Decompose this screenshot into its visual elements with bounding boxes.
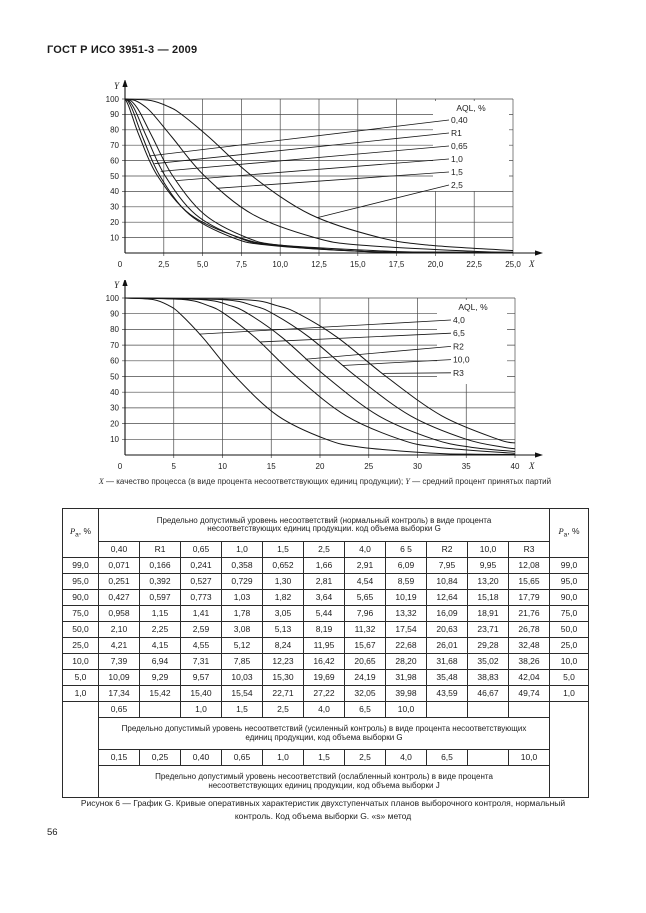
limit-value: 4,54 bbox=[345, 574, 386, 590]
legend-label: 6,5 bbox=[453, 328, 465, 339]
tightened-value: 1,5 bbox=[304, 750, 345, 766]
limit-value: 38,83 bbox=[468, 670, 509, 686]
limit-value: 4,15 bbox=[140, 638, 181, 654]
limit-value: 15,54 bbox=[222, 686, 263, 702]
limit-value: 0,527 bbox=[181, 574, 222, 590]
limit-value: 2,81 bbox=[304, 574, 345, 590]
table-row bbox=[63, 606, 589, 622]
limit-value: 17,34 bbox=[99, 686, 140, 702]
page-number: 56 bbox=[47, 827, 58, 838]
table-row bbox=[63, 686, 589, 702]
limit-value: 7,95 bbox=[427, 558, 468, 574]
tightened-value: 0,15 bbox=[99, 750, 140, 766]
limit-value: 31,98 bbox=[386, 670, 427, 686]
x-tick-label: 5 bbox=[171, 462, 176, 471]
y-axis-description: — средний процент принятых партий bbox=[409, 477, 552, 486]
x-axis-description: — качество процесса (в виде процента несоответствующих единиц продукции); bbox=[103, 477, 406, 486]
tightened-value: 6,5 bbox=[427, 750, 468, 766]
limit-value: 46,67 bbox=[468, 686, 509, 702]
limit-value: 15,42 bbox=[140, 686, 181, 702]
limit-value: 0,958 bbox=[99, 606, 140, 622]
x-tick-label: 12,5 bbox=[311, 260, 327, 269]
tightened-value: 0,65 bbox=[222, 750, 263, 766]
y-tick-label: 90 bbox=[110, 110, 119, 120]
limit-value: 35,02 bbox=[468, 654, 509, 670]
pa-value: 10,0 bbox=[550, 654, 589, 670]
legend-label: R1 bbox=[451, 128, 462, 138]
y-tick-label: 20 bbox=[110, 218, 119, 227]
table-row bbox=[63, 574, 589, 590]
pa-value: 10,0 bbox=[63, 654, 99, 670]
limit-value: 15,40 bbox=[181, 686, 222, 702]
limit-value: 4,55 bbox=[181, 638, 222, 654]
table-row bbox=[63, 654, 589, 670]
limit-value: 24,19 bbox=[345, 670, 386, 686]
limit-value: 9,57 bbox=[181, 670, 222, 686]
table-row bbox=[63, 766, 589, 798]
x-tick-label: 15 bbox=[266, 462, 276, 471]
pa-column-header: $P_a$, % bbox=[550, 509, 589, 558]
limit-value: 27,22 bbox=[304, 686, 345, 702]
limit-value: 31,68 bbox=[427, 654, 468, 670]
oc-chart-low-aql bbox=[85, 80, 555, 285]
limit-value: 4,21 bbox=[99, 638, 140, 654]
x-tick-label: 17,5 bbox=[388, 260, 405, 269]
limit-value: 7,85 bbox=[222, 654, 263, 670]
y-axis-letter: Y bbox=[113, 81, 119, 91]
limit-value: 38,26 bbox=[509, 654, 550, 670]
oc-chart-high-aql bbox=[85, 280, 555, 494]
x-axis-letter: X bbox=[98, 477, 104, 486]
reduced-control-header: Предельно допустимый уровень несоответствий (ослабленный контроль) в виде процента несоответствующих единиц продукции, код объема выборки J bbox=[99, 766, 550, 798]
y-tick-label: 60 bbox=[110, 356, 119, 366]
x-tick-label: 2,5 bbox=[158, 260, 170, 269]
limit-value: 3,05 bbox=[263, 606, 304, 622]
table-row bbox=[63, 670, 589, 686]
limit-value: 18,91 bbox=[468, 606, 509, 622]
limit-value: 1,66 bbox=[304, 558, 345, 574]
axis-legend-caption bbox=[58, 476, 592, 488]
limit-value: 7,39 bbox=[99, 654, 140, 670]
x-tick-label: 10,0 bbox=[272, 260, 288, 269]
limit-value: 0,241 bbox=[181, 558, 222, 574]
limit-value: 22,71 bbox=[263, 686, 304, 702]
limit-value: 13,32 bbox=[386, 606, 427, 622]
reduced-s-value: 2,5 bbox=[263, 702, 304, 718]
aql-code-header: R1 bbox=[140, 542, 181, 558]
y-tick-label: 40 bbox=[110, 187, 119, 197]
table-row bbox=[63, 718, 589, 750]
y-tick-label: 20 bbox=[110, 419, 119, 429]
reduced-s-value bbox=[468, 702, 509, 718]
limit-value: 10,03 bbox=[222, 670, 263, 686]
limit-value: 8,19 bbox=[304, 622, 345, 638]
reduced-s-value bbox=[140, 702, 181, 718]
pa-value: 90,0 bbox=[550, 590, 589, 606]
limit-value: 42,04 bbox=[509, 670, 550, 686]
y-axis-arrow-icon bbox=[122, 80, 127, 87]
limit-value: 0,729 bbox=[222, 574, 263, 590]
x-axis-arrow-icon bbox=[535, 452, 543, 457]
limit-value: 8,59 bbox=[386, 574, 427, 590]
normal-control-header: Предельно допустимый уровень несоответствий (нормальный контроль) в виде процента несоответствующих единиц продукции. код объема выборки G bbox=[99, 509, 550, 542]
tightened-value bbox=[468, 750, 509, 766]
legend-box bbox=[433, 101, 509, 191]
aql-code-header: R3 bbox=[509, 542, 550, 558]
limit-value: 3,08 bbox=[222, 622, 263, 638]
pa-column-header: $P_a$, % bbox=[63, 509, 99, 558]
aql-code-header: 4,0 bbox=[345, 542, 386, 558]
limit-value: 7,96 bbox=[345, 606, 386, 622]
limit-value: 12,08 bbox=[509, 558, 550, 574]
table-row bbox=[63, 750, 589, 766]
limit-value: 15,18 bbox=[468, 590, 509, 606]
x-tick-label: 25 bbox=[364, 462, 374, 471]
pa-value: 5,0 bbox=[550, 670, 589, 686]
legend-title: AQL, % bbox=[458, 302, 488, 312]
x-tick-label: 7,5 bbox=[235, 260, 247, 269]
pa-value: 25,0 bbox=[550, 638, 589, 654]
tightened-value: 0,40 bbox=[181, 750, 222, 766]
y-tick-label: 60 bbox=[110, 156, 119, 166]
limit-value: 0,597 bbox=[140, 590, 181, 606]
limit-value: 9,29 bbox=[140, 670, 181, 686]
pa-value: 50,0 bbox=[550, 622, 589, 638]
y-tick-label: 70 bbox=[110, 141, 119, 150]
tightened-value: 1,0 bbox=[263, 750, 304, 766]
pa-value: 1,0 bbox=[550, 686, 589, 702]
limit-value: 20,65 bbox=[345, 654, 386, 670]
limit-value: 10,19 bbox=[386, 590, 427, 606]
pa-value: 1,0 bbox=[63, 686, 99, 702]
aql-code-header: 2,5 bbox=[304, 542, 345, 558]
x-axis-letter: X bbox=[529, 461, 535, 471]
limit-value: 1,78 bbox=[222, 606, 263, 622]
leader-line bbox=[176, 159, 449, 181]
x-tick-label: 20,0 bbox=[427, 260, 444, 269]
y-tick-label: 80 bbox=[110, 125, 119, 135]
y-tick-label: 90 bbox=[110, 309, 119, 319]
y-tick-label: 10 bbox=[110, 233, 119, 243]
legend-label: 2,5 bbox=[451, 180, 463, 190]
limit-value: 11,32 bbox=[345, 622, 386, 638]
limit-value: 1,41 bbox=[181, 606, 222, 622]
y-tick-label: 30 bbox=[110, 403, 119, 413]
table-row bbox=[63, 590, 589, 606]
limit-value: 0,166 bbox=[140, 558, 181, 574]
tightened-value: 0,25 bbox=[140, 750, 181, 766]
limit-value: 23,71 bbox=[468, 622, 509, 638]
aql-code-header: 0,40 bbox=[99, 542, 140, 558]
limit-value: 16,09 bbox=[427, 606, 468, 622]
legend-label: R3 bbox=[453, 367, 464, 378]
limit-value: 11,95 bbox=[304, 638, 345, 654]
limit-value: 15,65 bbox=[509, 574, 550, 590]
legend-label: 1,5 bbox=[451, 167, 463, 177]
limit-value: 39,98 bbox=[386, 686, 427, 702]
reduced-s-value bbox=[509, 702, 550, 718]
y-axis-letter: Y bbox=[113, 280, 119, 290]
pa-value: 75,0 bbox=[550, 606, 589, 622]
limit-value: 2,10 bbox=[99, 622, 140, 638]
legend-label: 4,0 bbox=[453, 315, 465, 325]
limit-value: 26,78 bbox=[509, 622, 550, 638]
limit-value: 17,54 bbox=[386, 622, 427, 638]
limit-value: 12,64 bbox=[427, 590, 468, 606]
reduced-s-value bbox=[427, 702, 468, 718]
legend-title: AQL, % bbox=[456, 103, 486, 113]
limit-value: 6,94 bbox=[140, 654, 181, 670]
y-tick-label: 80 bbox=[110, 325, 119, 335]
y-tick-label: 70 bbox=[110, 340, 119, 350]
aql-code-header: 10,0 bbox=[468, 542, 509, 558]
pa-value: 75,0 bbox=[63, 606, 99, 622]
limit-value: 0,773 bbox=[181, 590, 222, 606]
y-tick-label: 50 bbox=[110, 372, 119, 382]
limit-value: 5,65 bbox=[345, 590, 386, 606]
limit-value: 2,59 bbox=[181, 622, 222, 638]
tightened-value: 10,0 bbox=[509, 750, 550, 766]
limit-value: 5,44 bbox=[304, 606, 345, 622]
aql-code-header: 6 5 bbox=[386, 542, 427, 558]
x-tick-label: 5,0 bbox=[197, 260, 209, 269]
y-tick-label: 100 bbox=[105, 293, 119, 303]
x-tick-label: 22,5 bbox=[466, 260, 482, 269]
x-tick-label: 10 bbox=[218, 462, 227, 471]
leader-line bbox=[317, 185, 449, 218]
limit-value: 20,63 bbox=[427, 622, 468, 638]
legend-label: 10,0 bbox=[453, 354, 470, 365]
pa-value: 90,0 bbox=[63, 590, 99, 606]
limit-value: 1,15 bbox=[140, 606, 181, 622]
tightened-value: 4,0 bbox=[386, 750, 427, 766]
tightened-control-header: Предельно допустимый уровень несоответствий (усиленный контроль) в виде процента несоответствующих единиц продукции, код объема выборки G bbox=[99, 718, 550, 750]
legend-box bbox=[437, 300, 507, 384]
pa-value: 95,0 bbox=[550, 574, 589, 590]
x-axis-letter: X bbox=[529, 259, 535, 269]
limit-value: 1,30 bbox=[263, 574, 304, 590]
limit-value: 7,31 bbox=[181, 654, 222, 670]
limit-value: 29,28 bbox=[468, 638, 509, 654]
y-tick-label: 100 bbox=[105, 94, 119, 104]
pa-value: 99,0 bbox=[63, 558, 99, 574]
x-tick-label: 35 bbox=[461, 462, 471, 471]
limit-value: 5,13 bbox=[263, 622, 304, 638]
x-tick-label: 20 bbox=[315, 462, 325, 471]
reduced-s-value: 1,0 bbox=[181, 702, 222, 718]
pa-value: 5,0 bbox=[63, 670, 99, 686]
y-tick-label: 10 bbox=[110, 435, 119, 445]
limit-value: 1,03 bbox=[222, 590, 263, 606]
limit-value: 5,12 bbox=[222, 638, 263, 654]
x-tick-label: 25,0 bbox=[505, 260, 521, 269]
table-row bbox=[63, 622, 589, 638]
limit-value: 0,392 bbox=[140, 574, 181, 590]
pa-value: 50,0 bbox=[63, 622, 99, 638]
limit-value: 8,24 bbox=[263, 638, 304, 654]
limit-value: 2,91 bbox=[345, 558, 386, 574]
limit-value: 15,67 bbox=[345, 638, 386, 654]
limit-value: 43,59 bbox=[427, 686, 468, 702]
limit-value: 2,25 bbox=[140, 622, 181, 638]
pa-value: 25,0 bbox=[63, 638, 99, 654]
table-row bbox=[63, 558, 589, 574]
table-row bbox=[63, 542, 589, 558]
reduced-s-value: 6,5 bbox=[345, 702, 386, 718]
legend-label: 0,40 bbox=[451, 115, 468, 125]
reduced-s-value: 1,5 bbox=[222, 702, 263, 718]
limit-value: 28,20 bbox=[386, 654, 427, 670]
x-tick-label: 40 bbox=[510, 462, 520, 471]
origin-label: 0 bbox=[117, 462, 123, 471]
limit-value: 9,95 bbox=[468, 558, 509, 574]
pa-value: 99,0 bbox=[550, 558, 589, 574]
reduced-s-value: 4,0 bbox=[304, 702, 345, 718]
reduced-s-value: 10,0 bbox=[386, 702, 427, 718]
leader-line bbox=[383, 373, 451, 374]
oc-table-grid bbox=[62, 508, 589, 798]
leader-line bbox=[305, 346, 451, 359]
y-tick-label: 30 bbox=[110, 202, 119, 212]
limit-value: 16,42 bbox=[304, 654, 345, 670]
limit-value: 0,358 bbox=[222, 558, 263, 574]
legend-label: R2 bbox=[453, 341, 464, 352]
limit-value: 13,20 bbox=[468, 574, 509, 590]
aql-code-header: 1,0 bbox=[222, 542, 263, 558]
leader-line bbox=[261, 333, 451, 342]
limit-value: 6,09 bbox=[386, 558, 427, 574]
y-axis-letter: Y bbox=[405, 477, 410, 486]
limit-value: 22,68 bbox=[386, 638, 427, 654]
figure-caption: Рисунок 6 — График G. Кривые оперативных характеристик двухступенчатых планов выборочного контроля, нормальный контроль. Код объема выборки G. «s» метод bbox=[80, 798, 566, 821]
y-tick-label: 50 bbox=[110, 171, 119, 181]
limit-value: 0,652 bbox=[263, 558, 304, 574]
doc-header: ГОСТ Р ИСО 3951-3 — 2009 bbox=[47, 44, 198, 56]
table-row bbox=[63, 509, 589, 542]
legend-label: 0,65 bbox=[451, 141, 468, 151]
limit-value: 17,79 bbox=[509, 590, 550, 606]
reduced-s-value: 0,65 bbox=[99, 702, 140, 718]
table-row bbox=[63, 702, 589, 718]
limit-value: 19,69 bbox=[304, 670, 345, 686]
limit-value: 10,09 bbox=[99, 670, 140, 686]
oc-table bbox=[62, 508, 589, 798]
tightened-value: 2,5 bbox=[345, 750, 386, 766]
limit-value: 32,48 bbox=[509, 638, 550, 654]
x-tick-label: 30 bbox=[413, 462, 422, 471]
limit-value: 0,427 bbox=[99, 590, 140, 606]
pa-value: 95,0 bbox=[63, 574, 99, 590]
y-tick-label: 40 bbox=[110, 388, 119, 397]
limit-value: 49,74 bbox=[509, 686, 550, 702]
limit-value: 35,48 bbox=[427, 670, 468, 686]
limit-value: 21,76 bbox=[509, 606, 550, 622]
origin-label: 0 bbox=[117, 260, 123, 269]
x-axis-arrow-icon bbox=[535, 250, 543, 255]
limit-value: 32,05 bbox=[345, 686, 386, 702]
merged-blank-cell bbox=[550, 702, 589, 798]
aql-code-header: 1,5 bbox=[263, 542, 304, 558]
limit-value: 15,30 bbox=[263, 670, 304, 686]
aql-code-header: 0,65 bbox=[181, 542, 222, 558]
limit-value: 0,071 bbox=[99, 558, 140, 574]
aql-code-header: R2 bbox=[427, 542, 468, 558]
limit-value: 12,23 bbox=[263, 654, 304, 670]
table-row bbox=[63, 638, 589, 654]
limit-value: 10,84 bbox=[427, 574, 468, 590]
limit-value: 0,251 bbox=[99, 574, 140, 590]
limit-value: 1,82 bbox=[263, 590, 304, 606]
merged-blank-cell bbox=[63, 702, 99, 798]
limit-value: 3,64 bbox=[304, 590, 345, 606]
legend-label: 1,0 bbox=[451, 154, 463, 164]
x-tick-label: 15,0 bbox=[350, 260, 366, 269]
limit-value: 26,01 bbox=[427, 638, 468, 654]
y-axis-arrow-icon bbox=[122, 280, 127, 286]
